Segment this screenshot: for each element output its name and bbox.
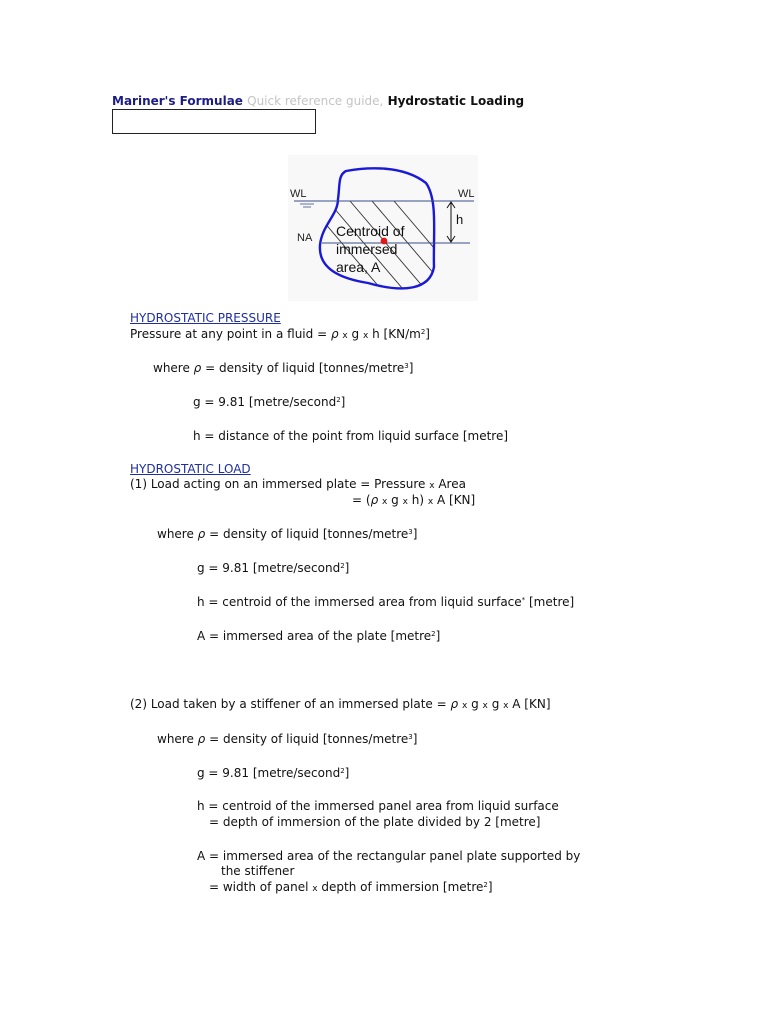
item2-tail: A [KN]	[508, 697, 551, 711]
wl-left-label: WL	[290, 188, 307, 200]
pressure-h-definition: h = distance of the point from liquid surface [metre]	[193, 429, 509, 443]
times-symbol: x	[362, 331, 369, 341]
a2-line3-prefix: = width of panel	[209, 880, 313, 894]
h1-tail: [metre]	[525, 595, 575, 609]
superscript-2: 2	[340, 767, 345, 775]
superscript-3: 3	[404, 362, 409, 370]
closing-bracket: ]	[408, 361, 414, 375]
na-label: NA	[297, 232, 313, 244]
superscript-2: 2	[431, 630, 436, 638]
centroid-caption-1: Centroid of	[336, 223, 405, 239]
footnote-star: *	[521, 596, 526, 604]
load-item-1-formula	[352, 493, 475, 510]
load2-a-definition: A = immersed area of the rectangular panel plate supported by	[197, 849, 581, 863]
h1-text: h = centroid of the immersed area from liquid surface	[197, 595, 522, 609]
eq-g: g	[387, 493, 403, 507]
closing-bracket: ]	[340, 395, 346, 409]
where-prefix: where	[157, 732, 198, 746]
superscript-2: 2	[340, 562, 345, 570]
pressure-heading-link[interactable]: HYDROSTATIC PRESSURE	[130, 311, 281, 325]
closing-bracket: ]	[487, 880, 493, 894]
rho-symbol: ρ	[197, 527, 206, 541]
load1-g-definition	[197, 561, 349, 576]
closing-bracket: ]	[344, 561, 350, 575]
hydrostatic-diagram	[288, 155, 478, 301]
document-header	[112, 94, 524, 109]
rho-symbol: ρ	[193, 361, 202, 375]
a2-line3-rest: depth of immersion [metre	[317, 880, 484, 894]
pressure-g-definition	[193, 395, 345, 410]
eq-h: h)	[407, 493, 428, 507]
g-text: g = 9.81 [metre/second	[197, 766, 341, 780]
item1-area: Area	[434, 477, 466, 491]
formula-h: h [KN/m	[368, 327, 421, 341]
centroid-caption-3: area, A	[336, 259, 381, 275]
empty-input-box	[112, 109, 316, 134]
where-prefix: where	[157, 527, 198, 541]
load2-g-definition	[197, 766, 349, 781]
g-text: g = 9.81 [metre/second	[193, 395, 337, 409]
times-symbol: x	[482, 701, 488, 711]
load1-a-definition	[197, 629, 440, 644]
item2-text: (2) Load taken by a stiffener of an immersed plate =	[130, 697, 451, 711]
eq-a: A [KN]	[433, 493, 476, 507]
item1-text: (1) Load acting on an immersed plate = Pressure	[130, 477, 430, 491]
times-symbol: x	[402, 497, 408, 507]
formula-prefix: Pressure at any point in a fluid =	[130, 327, 331, 341]
load2-where-rho	[157, 732, 417, 747]
pressure-formula	[130, 327, 430, 344]
rho-symbol: ρ	[370, 493, 379, 507]
times-symbol: x	[461, 701, 468, 711]
times-symbol: x	[312, 884, 318, 894]
load2-h-definition-2: = depth of immersion of the plate divided by 2 [metre]	[209, 815, 541, 829]
centroid-caption-2: immersed	[336, 241, 398, 257]
closing-bracket: ]	[425, 327, 430, 341]
eq-g: g	[467, 697, 483, 711]
load-item-1	[130, 477, 466, 494]
pressure-where-rho	[153, 361, 413, 376]
where-text: = density of liquid [tonnes/metre	[201, 361, 405, 375]
superscript-3: 3	[408, 528, 413, 536]
rho-symbol: ρ	[197, 732, 206, 746]
times-symbol: x	[429, 481, 435, 491]
header-separator: ,	[379, 94, 384, 108]
superscript-3: 3	[408, 733, 413, 741]
page-title: Hydrostatic Loading	[387, 94, 525, 108]
superscript-2: 2	[420, 328, 426, 336]
brand-title: Mariner's Formulae	[112, 94, 243, 108]
wl-right-label: WL	[458, 188, 475, 200]
h-label: h	[456, 212, 464, 227]
superscript-2: 2	[483, 881, 488, 889]
diagram-svg	[288, 155, 478, 301]
where-prefix: where	[153, 361, 194, 375]
formula-g: g	[347, 327, 363, 341]
closing-bracket: ]	[435, 629, 441, 643]
load-heading-link[interactable]: HYDROSTATIC LOAD	[130, 462, 251, 476]
closing-bracket: ]	[344, 766, 350, 780]
load-item-2	[130, 697, 551, 714]
header-subtitle: Quick reference guide	[247, 94, 380, 108]
times-symbol: x	[342, 331, 348, 341]
load2-a-definition-2: the stiffener	[221, 864, 295, 878]
a1-text: A = immersed area of the plate [metre	[197, 629, 432, 643]
load1-where-rho	[157, 527, 417, 542]
rho-symbol: ρ	[450, 697, 459, 711]
times-symbol: x	[503, 701, 509, 711]
times-symbol: x	[427, 497, 434, 507]
times-symbol: x	[382, 497, 388, 507]
load1-h-definition	[197, 595, 574, 610]
superscript-2: 2	[336, 396, 341, 404]
closing-bracket: ]	[412, 527, 418, 541]
where-text: = density of liquid [tonnes/metre	[205, 527, 409, 541]
eq-h: g	[487, 697, 504, 711]
load2-h-definition: h = centroid of the immersed panel area from liquid surface	[197, 799, 559, 813]
closing-bracket: ]	[412, 732, 418, 746]
where-text: = density of liquid [tonnes/metre	[205, 732, 409, 746]
load2-a-definition-3	[209, 880, 493, 897]
g-text: g = 9.81 [metre/second	[197, 561, 341, 575]
eq-open: = (	[352, 493, 371, 507]
rho-symbol: ρ	[330, 327, 339, 341]
